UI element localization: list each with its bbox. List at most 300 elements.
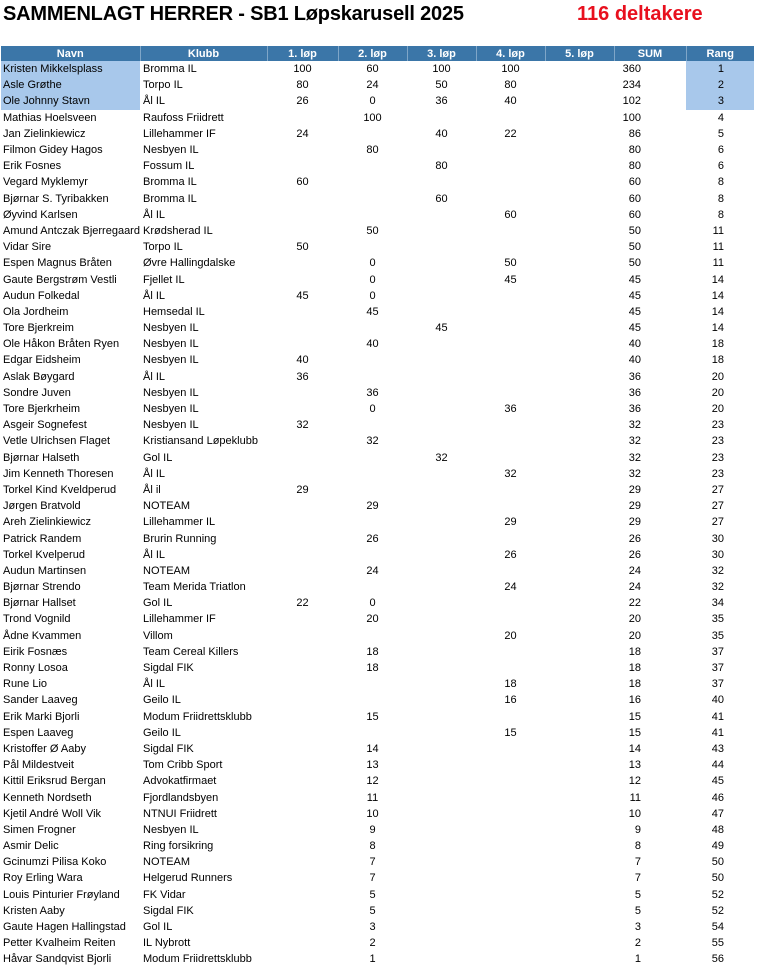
race5-points-cell[interactable] xyxy=(545,709,614,725)
race5-points-cell[interactable] xyxy=(545,304,614,320)
rank-cell[interactable]: 20 xyxy=(711,370,724,383)
col-header-name[interactable]: Navn xyxy=(1,46,140,61)
sum-cell[interactable]: 18 xyxy=(628,645,641,658)
athlete-name-cell[interactable]: Kristoffer Ø Aaby xyxy=(3,742,86,755)
race3-points-cell[interactable]: 45 xyxy=(435,322,448,335)
race4-points-cell[interactable] xyxy=(476,498,545,514)
sum-cell[interactable]: 234 xyxy=(622,79,641,92)
rank-cell[interactable]: 4 xyxy=(717,111,724,124)
rank-cell[interactable]: 37 xyxy=(711,678,724,691)
race2-points-cell[interactable]: 18 xyxy=(366,662,379,675)
sum-cell[interactable]: 36 xyxy=(628,403,641,416)
rank-cell[interactable]: 49 xyxy=(711,840,724,853)
race1-points-cell[interactable] xyxy=(267,498,338,514)
race2-points-cell[interactable]: 40 xyxy=(366,338,379,351)
rank-cell[interactable]: 20 xyxy=(711,403,724,416)
race5-points-cell[interactable] xyxy=(545,385,614,401)
rank-cell[interactable]: 18 xyxy=(711,354,724,367)
race4-points-cell[interactable] xyxy=(476,142,545,158)
race3-points-cell[interactable] xyxy=(407,466,476,482)
athlete-name-cell[interactable]: Asmir Delic xyxy=(3,840,59,853)
athlete-name-cell[interactable]: Eirik Fosnæs xyxy=(3,645,68,658)
race1-points-cell[interactable] xyxy=(267,789,338,805)
athlete-name-cell[interactable]: Louis Pinturier Frøyland xyxy=(3,888,120,901)
race3-points-cell[interactable] xyxy=(407,660,476,676)
rank-cell[interactable]: 43 xyxy=(711,742,724,755)
club-cell[interactable]: Torpo IL xyxy=(143,241,183,254)
race1-points-cell[interactable] xyxy=(267,887,338,903)
sum-cell[interactable]: 80 xyxy=(628,144,641,157)
race3-points-cell[interactable] xyxy=(407,935,476,951)
rank-cell[interactable]: 37 xyxy=(711,662,724,675)
sum-cell[interactable]: 15 xyxy=(628,726,641,739)
race1-points-cell[interactable] xyxy=(267,935,338,951)
race2-points-cell[interactable] xyxy=(338,450,407,466)
race4-points-cell[interactable]: 100 xyxy=(501,63,520,76)
race5-points-cell[interactable] xyxy=(545,336,614,352)
race3-points-cell[interactable] xyxy=(407,579,476,595)
race3-points-cell[interactable] xyxy=(407,595,476,611)
sum-cell[interactable]: 32 xyxy=(628,419,641,432)
race3-points-cell[interactable]: 100 xyxy=(432,63,451,76)
race2-points-cell[interactable]: 8 xyxy=(369,840,376,853)
race5-points-cell[interactable] xyxy=(545,110,614,126)
race2-points-cell[interactable] xyxy=(338,692,407,708)
race4-points-cell[interactable]: 50 xyxy=(504,257,517,270)
sum-cell[interactable]: 50 xyxy=(628,241,641,254)
rank-cell[interactable]: 27 xyxy=(711,483,724,496)
race4-points-cell[interactable] xyxy=(476,191,545,207)
race5-points-cell[interactable] xyxy=(545,174,614,190)
race4-points-cell[interactable] xyxy=(476,223,545,239)
rank-cell[interactable]: 23 xyxy=(711,419,724,432)
race4-points-cell[interactable] xyxy=(476,838,545,854)
sum-cell[interactable]: 26 xyxy=(628,532,641,545)
rank-cell[interactable]: 27 xyxy=(711,500,724,513)
race1-points-cell[interactable] xyxy=(267,466,338,482)
club-cell[interactable]: Øvre Hallingdalske xyxy=(143,257,236,270)
race4-points-cell[interactable] xyxy=(476,611,545,627)
race2-points-cell[interactable] xyxy=(338,207,407,223)
race3-points-cell[interactable] xyxy=(407,789,476,805)
race1-points-cell[interactable] xyxy=(267,142,338,158)
sum-cell[interactable]: 22 xyxy=(628,597,641,610)
rank-cell[interactable]: 30 xyxy=(711,548,724,561)
sum-cell[interactable]: 16 xyxy=(628,694,641,707)
race5-points-cell[interactable] xyxy=(545,757,614,773)
race5-points-cell[interactable] xyxy=(545,563,614,579)
club-cell[interactable]: Team Cereal Killers xyxy=(143,645,239,658)
rank-cell[interactable]: 32 xyxy=(711,564,724,577)
athlete-name-cell[interactable]: Bjørnar S. Tyribakken xyxy=(3,192,109,205)
club-cell[interactable]: Hemsedal IL xyxy=(143,305,205,318)
athlete-name-cell[interactable]: Areh Zielinkiewicz xyxy=(3,516,92,529)
sum-cell[interactable]: 1 xyxy=(634,953,641,966)
race5-points-cell[interactable] xyxy=(545,223,614,239)
athlete-name-cell[interactable]: Bjørnar Halseth xyxy=(3,451,80,464)
club-cell[interactable]: Raufoss Friidrett xyxy=(143,111,224,124)
race5-points-cell[interactable] xyxy=(545,644,614,660)
col-header-race3[interactable]: 3. løp xyxy=(407,46,476,61)
sum-cell[interactable]: 100 xyxy=(622,111,641,124)
race3-points-cell[interactable] xyxy=(407,207,476,223)
race5-points-cell[interactable] xyxy=(545,692,614,708)
race5-points-cell[interactable] xyxy=(545,789,614,805)
athlete-name-cell[interactable]: Rune Lio xyxy=(3,678,48,691)
race2-points-cell[interactable]: 24 xyxy=(366,79,379,92)
sum-cell[interactable]: 13 xyxy=(628,759,641,772)
club-cell[interactable]: Tom Cribb Sport xyxy=(143,759,223,772)
rank-cell[interactable]: 32 xyxy=(711,581,724,594)
athlete-name-cell[interactable]: Gaute Bergstrøm Vestli xyxy=(3,273,117,286)
sum-cell[interactable]: 10 xyxy=(628,807,641,820)
race4-points-cell[interactable] xyxy=(476,595,545,611)
club-cell[interactable]: Geilo IL xyxy=(143,726,181,739)
race5-points-cell[interactable] xyxy=(545,547,614,563)
club-cell[interactable]: NTNUI Friidrett xyxy=(143,807,217,820)
rank-cell[interactable]: 27 xyxy=(711,516,724,529)
race5-points-cell[interactable] xyxy=(545,676,614,692)
club-cell[interactable]: Ål IL xyxy=(143,678,166,691)
race5-points-cell[interactable] xyxy=(545,822,614,838)
sum-cell[interactable]: 45 xyxy=(628,273,641,286)
race4-points-cell[interactable]: 80 xyxy=(504,79,517,92)
race5-points-cell[interactable] xyxy=(545,433,614,449)
club-cell[interactable]: Modum Friidrettsklubb xyxy=(143,710,252,723)
race1-points-cell[interactable]: 29 xyxy=(296,483,309,496)
sum-cell[interactable]: 26 xyxy=(628,548,641,561)
athlete-name-cell[interactable]: Filmon Gidey Hagos xyxy=(3,144,103,157)
race4-points-cell[interactable]: 29 xyxy=(504,516,517,529)
athlete-name-cell[interactable]: Ronny Losoa xyxy=(3,662,68,675)
race2-points-cell[interactable]: 15 xyxy=(366,710,379,723)
race2-points-cell[interactable] xyxy=(338,547,407,563)
race5-points-cell[interactable] xyxy=(545,660,614,676)
race1-points-cell[interactable] xyxy=(267,304,338,320)
race4-points-cell[interactable]: 15 xyxy=(504,726,517,739)
race5-points-cell[interactable] xyxy=(545,482,614,498)
col-header-sum[interactable]: SUM xyxy=(614,46,686,61)
club-cell[interactable]: Torpo IL xyxy=(143,79,183,92)
race2-points-cell[interactable]: 1 xyxy=(369,953,376,966)
athlete-name-cell[interactable]: Gaute Hagen Hallingstad xyxy=(3,921,126,934)
athlete-name-cell[interactable]: Øyvind Karlsen xyxy=(3,208,78,221)
club-cell[interactable]: Sigdal FIK xyxy=(143,662,194,675)
athlete-name-cell[interactable]: Ådne Kvammen xyxy=(3,629,82,642)
race5-points-cell[interactable] xyxy=(545,741,614,757)
race3-points-cell[interactable] xyxy=(407,709,476,725)
rank-cell[interactable]: 6 xyxy=(717,144,724,157)
sum-cell[interactable]: 50 xyxy=(628,224,641,237)
race1-points-cell[interactable] xyxy=(267,514,338,530)
sum-cell[interactable]: 7 xyxy=(634,856,641,869)
rank-cell[interactable]: 35 xyxy=(711,629,724,642)
race1-points-cell[interactable] xyxy=(267,725,338,741)
rank-cell[interactable]: 8 xyxy=(717,176,724,189)
sum-cell[interactable]: 3 xyxy=(634,921,641,934)
race1-points-cell[interactable]: 40 xyxy=(296,354,309,367)
race4-points-cell[interactable]: 26 xyxy=(504,548,517,561)
sum-cell[interactable]: 40 xyxy=(628,354,641,367)
club-cell[interactable]: Lillehammer IF xyxy=(143,127,216,140)
race2-points-cell[interactable]: 9 xyxy=(369,823,376,836)
race2-points-cell[interactable]: 80 xyxy=(366,144,379,157)
athlete-name-cell[interactable]: Håvar Sandqvist Bjorli xyxy=(3,953,112,966)
race5-points-cell[interactable] xyxy=(545,61,614,77)
race2-points-cell[interactable]: 13 xyxy=(366,759,379,772)
club-cell[interactable]: Fjordlandsbyen xyxy=(143,791,219,804)
sum-cell[interactable]: 24 xyxy=(628,564,641,577)
race3-points-cell[interactable]: 80 xyxy=(435,160,448,173)
race2-points-cell[interactable]: 0 xyxy=(369,403,376,416)
rank-cell[interactable]: 11 xyxy=(712,257,724,270)
sum-cell[interactable]: 32 xyxy=(628,435,641,448)
club-cell[interactable]: Ring forsikring xyxy=(143,840,214,853)
race4-points-cell[interactable] xyxy=(476,482,545,498)
race4-points-cell[interactable] xyxy=(476,369,545,385)
sum-cell[interactable]: 36 xyxy=(628,370,641,383)
athlete-name-cell[interactable]: Asle Grøthe xyxy=(1,77,140,93)
athlete-name-cell[interactable]: Sander Laaveg xyxy=(3,694,78,707)
race5-points-cell[interactable] xyxy=(545,725,614,741)
club-cell[interactable]: Gol IL xyxy=(143,597,173,610)
sum-cell[interactable]: 36 xyxy=(628,386,641,399)
race2-points-cell[interactable] xyxy=(338,725,407,741)
sum-cell[interactable]: 80 xyxy=(628,160,641,173)
club-cell[interactable]: Ål IL xyxy=(143,370,166,383)
race4-points-cell[interactable] xyxy=(476,660,545,676)
sum-cell[interactable]: 60 xyxy=(628,192,641,205)
club-cell[interactable]: Bromma IL xyxy=(143,176,197,189)
race1-points-cell[interactable] xyxy=(267,563,338,579)
race2-points-cell[interactable]: 14 xyxy=(366,742,379,755)
athlete-name-cell[interactable]: Jan Zielinkiewicz xyxy=(3,127,86,140)
race1-points-cell[interactable]: 80 xyxy=(296,79,309,92)
race4-points-cell[interactable] xyxy=(476,757,545,773)
sum-cell[interactable]: 18 xyxy=(628,678,641,691)
race2-points-cell[interactable]: 50 xyxy=(366,224,379,237)
race3-points-cell[interactable] xyxy=(407,741,476,757)
club-cell[interactable]: Krødsherad IL xyxy=(143,224,213,237)
sum-cell[interactable]: 20 xyxy=(628,629,641,642)
race3-points-cell[interactable] xyxy=(407,352,476,368)
race3-points-cell[interactable]: 32 xyxy=(435,451,448,464)
athlete-name-cell[interactable]: Kristen Mikkelsplass xyxy=(1,61,140,77)
race2-points-cell[interactable] xyxy=(338,579,407,595)
club-cell[interactable]: Brurin Running xyxy=(143,532,217,545)
rank-cell[interactable]: 48 xyxy=(711,823,724,836)
race2-points-cell[interactable]: 3 xyxy=(369,921,376,934)
race5-points-cell[interactable] xyxy=(545,466,614,482)
club-cell[interactable]: Ål IL xyxy=(143,548,166,561)
race5-points-cell[interactable] xyxy=(545,628,614,644)
race5-points-cell[interactable] xyxy=(545,288,614,304)
col-header-race5[interactable]: 5. løp xyxy=(545,46,614,61)
club-cell[interactable]: Bromma IL xyxy=(143,63,197,76)
sum-cell[interactable]: 9 xyxy=(634,823,641,836)
race3-points-cell[interactable] xyxy=(407,255,476,271)
race3-points-cell[interactable] xyxy=(407,271,476,287)
race3-points-cell[interactable] xyxy=(407,725,476,741)
rank-cell[interactable]: 3 xyxy=(686,93,754,109)
athlete-name-cell[interactable]: Erik Marki Bjorli xyxy=(3,710,80,723)
rank-cell[interactable]: 30 xyxy=(711,532,724,545)
race2-points-cell[interactable]: 36 xyxy=(366,386,379,399)
race2-points-cell[interactable]: 5 xyxy=(369,888,376,901)
club-cell[interactable]: Ål IL xyxy=(143,208,166,221)
race1-points-cell[interactable] xyxy=(267,757,338,773)
club-cell[interactable]: Ål il xyxy=(143,483,161,496)
race3-points-cell[interactable] xyxy=(407,174,476,190)
athlete-name-cell[interactable]: Mathias Hoelsveen xyxy=(3,111,97,124)
race1-points-cell[interactable] xyxy=(267,628,338,644)
race3-points-cell[interactable] xyxy=(407,644,476,660)
race1-points-cell[interactable]: 24 xyxy=(296,127,309,140)
race5-points-cell[interactable] xyxy=(545,369,614,385)
race4-points-cell[interactable] xyxy=(476,417,545,433)
club-cell[interactable]: Lillehammer IL xyxy=(143,516,216,529)
race3-points-cell[interactable] xyxy=(407,563,476,579)
race3-points-cell[interactable]: 40 xyxy=(435,127,448,140)
race3-points-cell[interactable] xyxy=(407,498,476,514)
athlete-name-cell[interactable]: Espen Laaveg xyxy=(3,726,74,739)
club-cell[interactable]: Sigdal FIK xyxy=(143,742,194,755)
race4-points-cell[interactable] xyxy=(476,385,545,401)
rank-cell[interactable]: 50 xyxy=(711,856,724,869)
sum-cell[interactable]: 40 xyxy=(628,338,641,351)
race1-points-cell[interactable] xyxy=(267,773,338,789)
race1-points-cell[interactable] xyxy=(267,870,338,886)
athlete-name-cell[interactable]: Bjørnar Strendo xyxy=(3,581,81,594)
athlete-name-cell[interactable]: Amund Antczak Bjerregaard xyxy=(3,224,140,237)
rank-cell[interactable]: 35 xyxy=(711,613,724,626)
sum-cell[interactable]: 102 xyxy=(622,95,641,108)
race1-points-cell[interactable] xyxy=(267,320,338,336)
race3-points-cell[interactable] xyxy=(407,433,476,449)
race1-points-cell[interactable] xyxy=(267,336,338,352)
race3-points-cell[interactable] xyxy=(407,385,476,401)
col-header-rank[interactable]: Rang xyxy=(686,46,754,61)
race4-points-cell[interactable] xyxy=(476,789,545,805)
club-cell[interactable]: Helgerud Runners xyxy=(143,872,233,885)
race2-points-cell[interactable] xyxy=(338,352,407,368)
race3-points-cell[interactable] xyxy=(407,288,476,304)
race3-points-cell[interactable] xyxy=(407,304,476,320)
club-cell[interactable]: Advokatfirmaet xyxy=(143,775,217,788)
club-cell[interactable]: Nesbyen IL xyxy=(143,338,199,351)
race1-points-cell[interactable] xyxy=(267,271,338,287)
rank-cell[interactable]: 41 xyxy=(711,710,724,723)
race1-points-cell[interactable] xyxy=(267,547,338,563)
race1-points-cell[interactable] xyxy=(267,611,338,627)
club-cell[interactable]: NOTEAM xyxy=(143,500,191,513)
athlete-name-cell[interactable]: Gcinumzi Pilisa Koko xyxy=(3,856,107,869)
race2-points-cell[interactable]: 11 xyxy=(366,791,379,804)
club-cell[interactable]: Team Merida Triatlon xyxy=(143,581,246,594)
rank-cell[interactable]: 55 xyxy=(711,937,724,950)
athlete-name-cell[interactable]: Tore Bjerkreim xyxy=(3,322,74,335)
race5-points-cell[interactable] xyxy=(545,514,614,530)
race2-points-cell[interactable]: 60 xyxy=(366,63,379,76)
race4-points-cell[interactable] xyxy=(476,433,545,449)
race1-points-cell[interactable] xyxy=(267,838,338,854)
race4-points-cell[interactable] xyxy=(476,644,545,660)
rank-cell[interactable]: 18 xyxy=(711,338,724,351)
club-cell[interactable]: Ål IL xyxy=(143,95,166,108)
race1-points-cell[interactable] xyxy=(267,741,338,757)
race5-points-cell[interactable] xyxy=(545,887,614,903)
race4-points-cell[interactable] xyxy=(476,919,545,935)
race4-points-cell[interactable]: 16 xyxy=(504,694,517,707)
rank-cell[interactable]: 50 xyxy=(711,872,724,885)
race5-points-cell[interactable] xyxy=(545,401,614,417)
sum-cell[interactable]: 32 xyxy=(628,467,641,480)
race3-points-cell[interactable] xyxy=(407,806,476,822)
sum-cell[interactable]: 2 xyxy=(634,937,641,950)
sum-cell[interactable]: 8 xyxy=(634,840,641,853)
club-cell[interactable]: Bromma IL xyxy=(143,192,197,205)
rank-cell[interactable]: 6 xyxy=(717,160,724,173)
race3-points-cell[interactable]: 50 xyxy=(435,79,448,92)
race5-points-cell[interactable] xyxy=(545,158,614,174)
race1-points-cell[interactable] xyxy=(267,919,338,935)
athlete-name-cell[interactable]: Asgeir Sognefest xyxy=(3,419,87,432)
race2-points-cell[interactable]: 45 xyxy=(366,305,379,318)
sum-cell[interactable]: 45 xyxy=(628,289,641,302)
race5-points-cell[interactable] xyxy=(545,352,614,368)
race1-points-cell[interactable]: 36 xyxy=(296,370,309,383)
rank-cell[interactable]: 23 xyxy=(711,435,724,448)
race2-points-cell[interactable] xyxy=(338,676,407,692)
sum-cell[interactable]: 29 xyxy=(628,500,641,513)
race2-points-cell[interactable] xyxy=(338,482,407,498)
race1-points-cell[interactable]: 22 xyxy=(296,597,309,610)
race4-points-cell[interactable] xyxy=(476,951,545,967)
race4-points-cell[interactable]: 60 xyxy=(504,208,517,221)
rank-cell[interactable]: 8 xyxy=(717,208,724,221)
race1-points-cell[interactable]: 45 xyxy=(296,289,309,302)
race3-points-cell[interactable] xyxy=(407,514,476,530)
race3-points-cell[interactable] xyxy=(407,530,476,546)
race1-points-cell[interactable] xyxy=(267,676,338,692)
race3-points-cell[interactable] xyxy=(407,951,476,967)
race2-points-cell[interactable] xyxy=(338,417,407,433)
rank-cell[interactable]: 14 xyxy=(711,322,724,335)
race2-points-cell[interactable] xyxy=(338,514,407,530)
sum-cell[interactable]: 45 xyxy=(628,322,641,335)
club-cell[interactable]: Nesbyen IL xyxy=(143,403,199,416)
race3-points-cell[interactable]: 36 xyxy=(435,95,448,108)
race2-points-cell[interactable] xyxy=(338,239,407,255)
athlete-name-cell[interactable]: Audun Martinsen xyxy=(3,564,87,577)
sum-cell[interactable]: 86 xyxy=(628,127,641,140)
race5-points-cell[interactable] xyxy=(545,93,614,109)
athlete-name-cell[interactable]: Kjetil André Woll Vik xyxy=(3,807,102,820)
club-cell[interactable]: FK Vidar xyxy=(143,888,186,901)
rank-cell[interactable]: 14 xyxy=(711,305,724,318)
race1-points-cell[interactable]: 32 xyxy=(296,419,309,432)
race3-points-cell[interactable] xyxy=(407,369,476,385)
rank-cell[interactable]: 8 xyxy=(717,192,724,205)
athlete-name-cell[interactable]: Patrick Randem xyxy=(3,532,82,545)
race4-points-cell[interactable] xyxy=(476,741,545,757)
race5-points-cell[interactable] xyxy=(545,903,614,919)
race1-points-cell[interactable]: 60 xyxy=(296,176,309,189)
race3-points-cell[interactable] xyxy=(407,547,476,563)
athlete-name-cell[interactable]: Ole Håkon Bråten Ryen xyxy=(3,338,120,351)
athlete-name-cell[interactable]: Vidar Sire xyxy=(3,241,52,254)
race4-points-cell[interactable] xyxy=(476,870,545,886)
